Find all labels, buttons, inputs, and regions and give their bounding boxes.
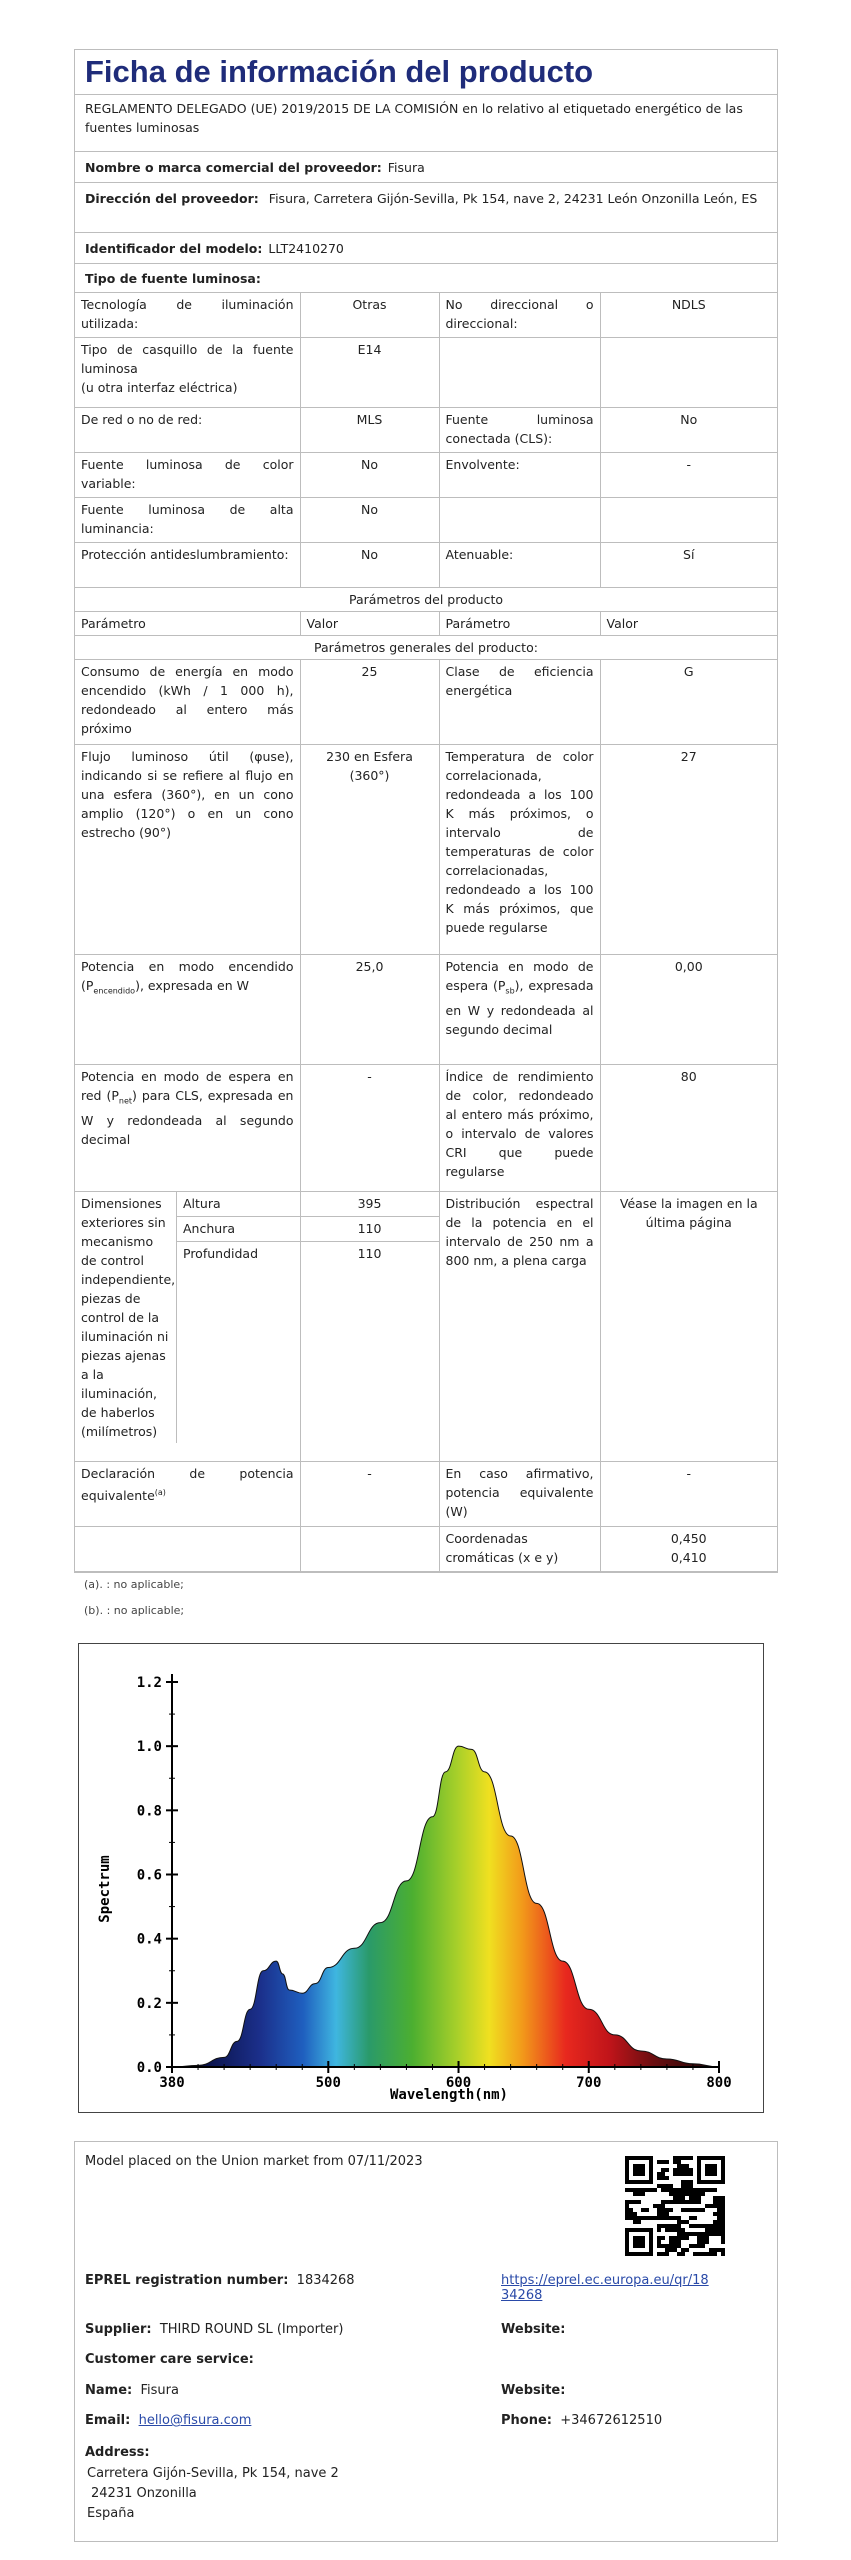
empty-cell bbox=[600, 338, 777, 408]
cls-value: No bbox=[600, 408, 777, 453]
mains-label: De red o no de red: bbox=[75, 408, 300, 453]
page-title: Ficha de información del producto bbox=[75, 50, 777, 95]
spectral-label: Distribución espectral de la potencia en el intervalo de 250 nm a 800 nm, a plena carga bbox=[439, 1192, 600, 1462]
useful-flux-label: Flujo luminoso útil (φuse), indicando si se refiere al flujo en una esfera (360°), en un cono amplio (120°) o en un cono estrecho (90°) bbox=[75, 745, 300, 955]
dimensions-label: Dimensiones exteriores sin mecanismo de control independiente, piezas de control de la iluminación ni piezas ajenas a la iluminación, de haberlos (milímetros) bbox=[75, 1192, 177, 1443]
parameters-table bbox=[75, 292, 777, 1572]
spectrum-chart bbox=[79, 1644, 763, 2112]
y-axis-label: Spectrum bbox=[97, 1855, 113, 1923]
directional-value: NDLS bbox=[600, 293, 777, 338]
equiv-power-label bbox=[75, 1462, 300, 1527]
spectral-value: Véase la imagen en la última página bbox=[600, 1192, 777, 1462]
y-tick-label: 0.8 bbox=[136, 1803, 162, 1820]
y-tick-label: 0.4 bbox=[136, 1931, 162, 1948]
spectrum-chart-frame bbox=[78, 1643, 764, 2113]
table-row bbox=[75, 293, 777, 338]
useful-flux-value: 230 en Esfera (360°) bbox=[300, 745, 439, 955]
depth-label: Profundidad bbox=[183, 1246, 259, 1261]
website-label: Website: bbox=[501, 2383, 566, 2398]
eprel-section bbox=[74, 2141, 778, 2542]
empty-cell bbox=[300, 1527, 439, 1572]
table-row bbox=[75, 1065, 777, 1192]
website-label: Website: bbox=[501, 2322, 566, 2337]
empty-cell bbox=[600, 498, 777, 543]
y-tick-label: 1.0 bbox=[136, 1739, 162, 1756]
mains-value: MLS bbox=[300, 408, 439, 453]
model-id-value: LLT2410270 bbox=[268, 240, 344, 256]
supplier-value: THIRD ROUND SL (Importer) bbox=[159, 2322, 344, 2337]
width-label: Anchura bbox=[177, 1217, 300, 1242]
supplier-label: Supplier: bbox=[85, 2322, 152, 2337]
table-row bbox=[75, 543, 777, 588]
table-row bbox=[75, 636, 777, 660]
on-power-label-a: Potencia en modo encendido (P bbox=[81, 959, 294, 993]
standby-subscript: sb bbox=[505, 986, 515, 996]
equiv-w-value: - bbox=[600, 1462, 777, 1527]
cct-value: 27 bbox=[600, 745, 777, 955]
address-line-3: España bbox=[87, 2506, 135, 2521]
cap-type-cell bbox=[75, 338, 300, 408]
empty-cell bbox=[439, 338, 600, 408]
equiv-power-text: Declaración de potencia equivalente bbox=[81, 1466, 294, 1504]
name-row bbox=[85, 2383, 179, 2398]
on-power-subscript: encendido bbox=[93, 986, 136, 996]
phone-value: +34672612510 bbox=[560, 2413, 663, 2428]
light-source-type-label: Tipo de fuente luminosa: bbox=[85, 270, 261, 286]
supplier-row bbox=[85, 2322, 343, 2337]
antiglare-value: No bbox=[300, 543, 439, 588]
directional-label: No direccional o direccional: bbox=[439, 293, 600, 338]
cri-label: Índice de rendimiento de color, redondeado al entero más próximo, o intervalo de valores CRI que puede regularse bbox=[439, 1065, 600, 1192]
customer-care-label: Customer care service: bbox=[85, 2352, 254, 2367]
empty-cell bbox=[75, 1527, 300, 1572]
on-power-label-b: ), expresada en W bbox=[135, 978, 249, 993]
supplier-address-value: Fisura, Carretera Gijón-Sevilla, Pk 154, nave 2, 24231 León Onzonilla León, ES bbox=[268, 191, 758, 206]
chromaticity-y: 0,410 bbox=[670, 1550, 707, 1565]
address-line-1: Carretera Gijón-Sevilla, Pk 154, nave 2 bbox=[87, 2466, 339, 2481]
placed-on-market: Model placed on the Union market from 07/11/2023 bbox=[85, 2154, 423, 2169]
dimensions-values-cell bbox=[300, 1192, 439, 1462]
standby-power-value: 0,00 bbox=[600, 955, 777, 1065]
chromaticity-label: Coordenadas cromáticas (x e y) bbox=[439, 1527, 600, 1572]
eprel-link-line1[interactable]: https://eprel.ec.europa.eu/qr/18 bbox=[501, 2273, 709, 2288]
email-label: Email: bbox=[85, 2413, 131, 2428]
cap-type-sublabel: (u otra interfaz eléctrica) bbox=[81, 380, 238, 395]
model-id-row bbox=[75, 233, 777, 264]
standby-power-label bbox=[439, 955, 600, 1065]
net-standby-label-a: Potencia en modo de espera en red (P bbox=[81, 1069, 294, 1103]
cri-value: 80 bbox=[600, 1065, 777, 1192]
equiv-power-value: - bbox=[300, 1462, 439, 1527]
address-block bbox=[87, 2464, 339, 2524]
cap-type-value: E14 bbox=[300, 338, 439, 408]
y-tick-label: 0.6 bbox=[136, 1867, 162, 1884]
x-axis-label: Wavelength(nm) bbox=[389, 2087, 509, 2103]
empty-cell bbox=[439, 498, 600, 543]
tech-label: Tecnología de iluminación utilizada: bbox=[75, 293, 300, 338]
cap-type-label: Tipo de casquillo de la fuente luminosa bbox=[81, 342, 294, 376]
on-power-label bbox=[75, 955, 300, 1065]
regulation-text: REGLAMENTO DELEGADO (UE) 2019/2015 DE LA COMISIÓN en lo relativo al etiquetado energético de las fuentes luminosas bbox=[75, 95, 777, 152]
product-info-sheet bbox=[74, 49, 778, 1573]
registration-label: EPREL registration number: bbox=[85, 2273, 289, 2288]
standby-label-b: ), expresada en W y redondeada al segundo decimal bbox=[445, 978, 594, 1037]
high-luminance-label: Fuente luminosa de alta luminancia: bbox=[75, 498, 300, 543]
width-value: 110 bbox=[301, 1217, 439, 1242]
table-row bbox=[75, 1462, 777, 1527]
dimensions-cell bbox=[75, 1192, 300, 1462]
net-standby-label-b: ) para CLS, expresada en W y redondeada al segundo decimal bbox=[81, 1088, 294, 1147]
high-luminance-value: No bbox=[300, 498, 439, 543]
address-line-2: 24231 Onzonilla bbox=[91, 2486, 197, 2501]
supplier-name-label: Nombre o marca comercial del proveedor: bbox=[85, 159, 382, 175]
efficiency-class-value: G bbox=[600, 660, 777, 745]
x-tick-label: 500 bbox=[315, 2075, 341, 2091]
height-label: Altura bbox=[177, 1192, 300, 1217]
column-header: Valor bbox=[300, 612, 439, 636]
address-label-row bbox=[85, 2445, 150, 2460]
spectrum-area bbox=[172, 1746, 719, 2067]
envelope-value: - bbox=[600, 453, 777, 498]
table-row bbox=[75, 588, 777, 612]
x-tick-label: 700 bbox=[576, 2075, 602, 2091]
website-row bbox=[501, 2322, 565, 2337]
standby-label-a: Potencia en modo de espera (P bbox=[445, 959, 594, 993]
phone-row bbox=[501, 2413, 662, 2428]
table-row bbox=[75, 955, 777, 1065]
net-standby-value: - bbox=[300, 1065, 439, 1192]
y-tick-label: 0.2 bbox=[136, 1995, 162, 2012]
website-row-2 bbox=[501, 2383, 565, 2398]
footnote-a bbox=[84, 1578, 184, 1591]
qr-code-icon bbox=[625, 2156, 725, 2256]
height-value: 395 bbox=[301, 1192, 439, 1217]
column-header: Valor bbox=[600, 612, 777, 636]
column-header: Parámetro bbox=[439, 612, 600, 636]
column-header: Parámetro bbox=[75, 612, 300, 636]
equiv-w-label: En caso afirmativo, potencia equivalente (W) bbox=[439, 1462, 600, 1527]
dimmable-value: Sí bbox=[600, 543, 777, 588]
x-tick-label: 800 bbox=[706, 2075, 732, 2091]
chromaticity-x: 0,450 bbox=[670, 1531, 707, 1546]
antiglare-label: Protección antideslumbramiento: bbox=[75, 543, 300, 588]
color-tunable-label: Fuente luminosa de color variable: bbox=[75, 453, 300, 498]
tech-value: Otras bbox=[300, 293, 439, 338]
x-tick-label: 600 bbox=[445, 2075, 472, 2091]
on-power-value: 25,0 bbox=[300, 955, 439, 1065]
plot-area bbox=[137, 1674, 732, 2091]
footnote-mark: (b). bbox=[84, 1604, 104, 1617]
table-row bbox=[75, 453, 777, 498]
y-tick-label: 0.0 bbox=[136, 2060, 162, 2076]
envelope-label: Envolvente: bbox=[439, 453, 600, 498]
registration-row bbox=[85, 2273, 355, 2288]
x-tick-label: 380 bbox=[159, 2075, 185, 2091]
supplier-name-row bbox=[75, 152, 777, 183]
table-row bbox=[75, 338, 777, 408]
light-source-type-row bbox=[75, 264, 777, 292]
energy-consumption-label: Consumo de energía en modo encendido (kWh / 1 000 h), redondeado al entero más próximo bbox=[75, 660, 300, 745]
name-label: Name: bbox=[85, 2383, 133, 2398]
energy-consumption-value: 25 bbox=[300, 660, 439, 745]
supplier-name-value: Fisura bbox=[387, 159, 425, 175]
product-params-header: Parámetros del producto bbox=[75, 588, 777, 612]
email-link[interactable]: hello@fisura.com bbox=[138, 2413, 252, 2428]
net-standby-label bbox=[75, 1065, 300, 1192]
registration-value: 1834268 bbox=[296, 2273, 355, 2288]
table-row bbox=[75, 498, 777, 543]
chromaticity-value bbox=[600, 1527, 777, 1572]
depth-value: 110 bbox=[357, 1246, 382, 1261]
cct-label: Temperatura de color correlacionada, redondeada a los 100 K más próximos, o intervalo de temperaturas de color correlacionadas, redondeado a los 100 K más próximos, que puede regularse bbox=[439, 745, 600, 955]
table-row bbox=[75, 408, 777, 453]
supplier-address-row bbox=[75, 183, 777, 233]
table-row bbox=[75, 1192, 777, 1462]
name-value: Fisura bbox=[140, 2383, 179, 2398]
color-tunable-value: No bbox=[300, 453, 439, 498]
efficiency-class-label: Clase de eficiencia energética bbox=[439, 660, 600, 745]
address-label: Address: bbox=[85, 2445, 150, 2460]
net-standby-subscript: net bbox=[118, 1096, 133, 1106]
table-header-row bbox=[75, 612, 777, 636]
email-row bbox=[85, 2413, 251, 2428]
footnote-mark: (a). bbox=[84, 1578, 103, 1591]
equiv-power-sup: (a) bbox=[154, 1488, 166, 1497]
footnote-text: : no aplicable; bbox=[106, 1604, 185, 1617]
model-id-label: Identificador del modelo: bbox=[85, 240, 263, 256]
footnote-b bbox=[84, 1604, 184, 1617]
customer-care-row bbox=[85, 2352, 254, 2367]
general-params-header: Parámetros generales del producto: bbox=[75, 636, 777, 660]
y-tick-label: 1.2 bbox=[136, 1675, 162, 1691]
phone-label: Phone: bbox=[501, 2413, 552, 2428]
supplier-address-label: Dirección del proveedor: bbox=[85, 191, 259, 206]
eprel-link[interactable] bbox=[501, 2273, 709, 2303]
cls-label: Fuente luminosa conectada (CLS): bbox=[439, 408, 600, 453]
table-row bbox=[75, 660, 777, 745]
table-row bbox=[75, 1527, 777, 1572]
table-row bbox=[75, 745, 777, 955]
footnote-text: : no aplicable; bbox=[106, 1578, 184, 1591]
eprel-link-line2[interactable]: 34268 bbox=[501, 2288, 543, 2303]
dimmable-label: Atenuable: bbox=[439, 543, 600, 588]
